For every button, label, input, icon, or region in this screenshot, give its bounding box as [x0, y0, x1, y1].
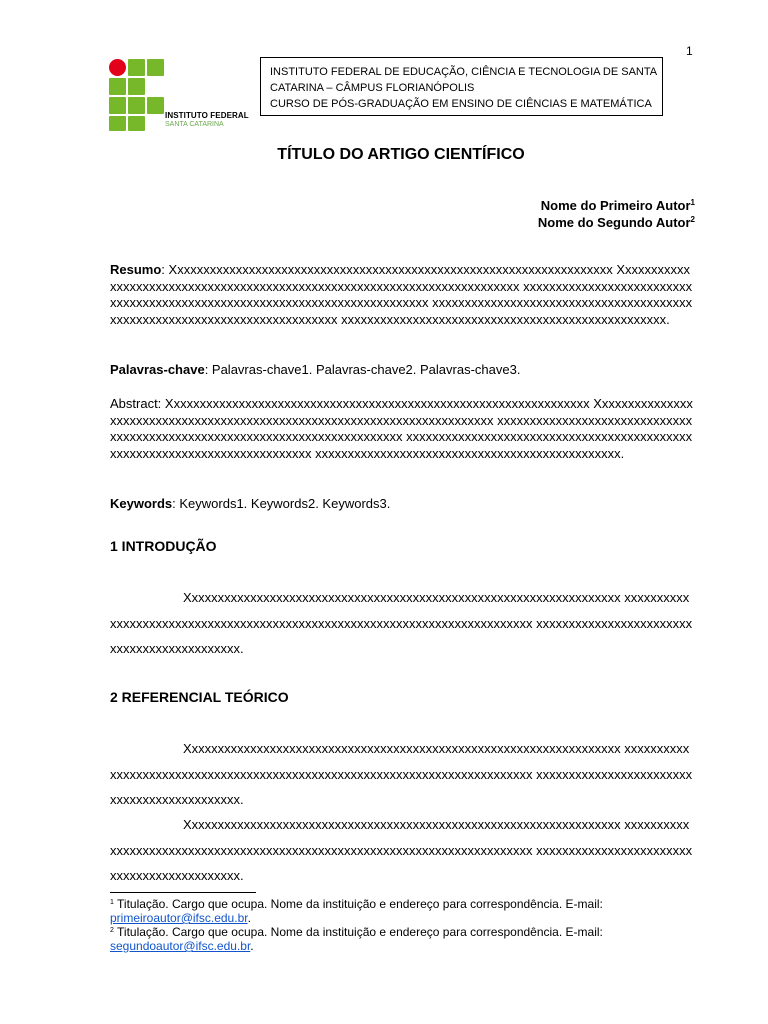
institution-header-box [260, 57, 663, 116]
logo-mark-icon [109, 59, 165, 131]
logo-subtitle: SANTA CATARINA [165, 121, 224, 128]
footnote-number: 2 [110, 927, 114, 934]
page-number: 1 [686, 44, 693, 58]
footnote-separator [110, 892, 256, 893]
resumo-paragraph [110, 262, 694, 328]
author-entry [538, 197, 695, 214]
footnote-mark[interactable]: 2 [690, 215, 695, 224]
footnote-1 [110, 897, 694, 925]
section-heading-introducao: 1 INTRODUÇÃO [110, 538, 217, 554]
author-list [538, 197, 695, 231]
referencial-paragraph-1: Xxxxxxxxxxxxxxxxxxxxxxxxxxxxxxxxxxxxxxxxxxxxxxxxxxxxxxxxxxxxxxxxxxx xxxxxxxxxxxxxxxxxxxxxxxxxxxxxxxxxxxxxxxxxxxxxxxxxxxxxxxxxxxxxxxxxxxxxxxxxxx xxxxxxxxxxxxxxxxxxxxxxxxxxxxxxxxxxxxxxxxxxxx. [110, 741, 693, 807]
palavras-chave-label: Palavras-chave [110, 362, 205, 377]
email-link-segundo-autor[interactable]: segundoautor@ifsc.edu.br [110, 939, 251, 953]
abstract-paragraph: Abstract: Xxxxxxxxxxxxxxxxxxxxxxxxxxxxxxxxxxxxxxxxxxxxxxxxxxxxxxxxxxxxxxxxx Xxxxxxxxxxxxxxxxxxxxxxxxxxxxxxxxxxxxxxxxxxxxxxxxxxxxxxxxxxxxxxxxxxxxxxxxxx xxxxxxxxxxxxxxxxxxxxxxxxxxxxxxxxxxxxxxxxxxxxxxxxxxxxxxxxxxxxxxxxxxxxxxxxxxx xxxxxxxxxxxxxxxxxxxxxxxxxxxxxxxxxxxxxxxxxxxxxxxxxxxxxxxxxxxxxxxxxxxxxxxxxxx xxxxxxxxxxxxxxxxxxxxxxxxxxxxxxxxxxxxxxxxxxxxxxx. [110, 396, 693, 461]
author-name: Nome do Primeiro Autor [540, 198, 691, 213]
institution-line: INSTITUTO FEDERAL DE EDUCAÇÃO, CIÊNCIA E TECNOLOGIA DE SANTA [270, 66, 658, 78]
footnote-mark[interactable]: 1 [690, 198, 695, 207]
footnote-end: . [247, 911, 251, 925]
resumo-separator: : [161, 262, 169, 277]
keywords-paragraph [110, 496, 694, 513]
footnote-text: Titulação. Cargo que ocupa. Nome da instituição e endereço para correspondência. E-mail: [113, 925, 603, 939]
institution-line: CATARINA – CÂMPUS FLORIANÓPOLIS [270, 82, 475, 94]
palavras-chave-text: : Palavras-chave1. Palavras-chave2. Palavras-chave3. [204, 362, 521, 377]
palavras-chave-paragraph [110, 362, 694, 379]
resumo-label: Resumo [110, 262, 162, 277]
article-title-row [0, 146, 768, 164]
footnote-number: 1 [110, 899, 114, 906]
institution-line: CURSO DE PÓS-GRADUAÇÃO EM ENSINO DE CIÊNCIAS E MATEMÁTICA [270, 98, 652, 110]
keywords-text: : Keywords1. Keywords2. Keywords3. [172, 496, 391, 511]
keywords-label: Keywords [110, 496, 173, 511]
logo-name: INSTITUTO FEDERAL [165, 111, 249, 120]
footnote-end: . [250, 939, 254, 953]
footnote-2 [110, 925, 694, 953]
footnotes [110, 897, 694, 953]
author-entry [538, 214, 695, 231]
article-title: TÍTULO DO ARTIGO CIENTÍFICO [277, 146, 525, 163]
footnote-text: Titulação. Cargo que ocupa. Nome da instituição e endereço para correspondência. E-mail: [113, 897, 603, 911]
introducao-paragraph: Xxxxxxxxxxxxxxxxxxxxxxxxxxxxxxxxxxxxxxxxxxxxxxxxxxxxxxxxxxxxxxxxxxx xxxxxxxxxxxxxxxxxxxxxxxxxxxxxxxxxxxxxxxxxxxxxxxxxxxxxxxxxxxxxxxxxxxxxxxxxxx xxxxxxxxxxxxxxxxxxxxxxxxxxxxxxxxxxxxxxxxxxxx. [110, 590, 693, 656]
resumo-text: Xxxxxxxxxxxxxxxxxxxxxxxxxxxxxxxxxxxxxxxxxxxxxxxxxxxxxxxxxxxxxxxxxxxx Xxxxxxxxxxxxxxxxxxxxxxxxxxxxxxxxxxxxxxxxxxxxxxxxxxxxxxxxxxxxxxxxxxxxxxxxxx xxxxxxxxxxxxxxxxxxxxxxxxxxxxxxxxxxxxxxxxxxxxxxxxxxxxxxxxxxxxxxxxxxxxxxxxxxx xxxxxxxxxxxxxxxxxxxxxxxxxxxxxxxxxxxxxxxxxxxxxxxxxxxxxxxxxxxxxxxxxxxxxxxxxxx xxxxxxxxxxxxxxxxxxxxxxxxxxxxxxxxxxxxxxxxxxxxxxxxxx. [110, 262, 693, 327]
referencial-paragraph-2: Xxxxxxxxxxxxxxxxxxxxxxxxxxxxxxxxxxxxxxxxxxxxxxxxxxxxxxxxxxxxxxxxxxx xxxxxxxxxxxxxxxxxxxxxxxxxxxxxxxxxxxxxxxxxxxxxxxxxxxxxxxxxxxxxxxxxxxxxxxxxxx xxxxxxxxxxxxxxxxxxxxxxxxxxxxxxxxxxxxxxxxxxxx. [110, 817, 693, 883]
ifsc-logo [109, 59, 249, 131]
section-heading-referencial: 2 REFERENCIAL TEÓRICO [110, 689, 289, 705]
author-name: Nome do Segundo Autor [537, 215, 691, 230]
email-link-primeiro-autor[interactable]: primeiroautor@ifsc.edu.br [110, 911, 248, 925]
